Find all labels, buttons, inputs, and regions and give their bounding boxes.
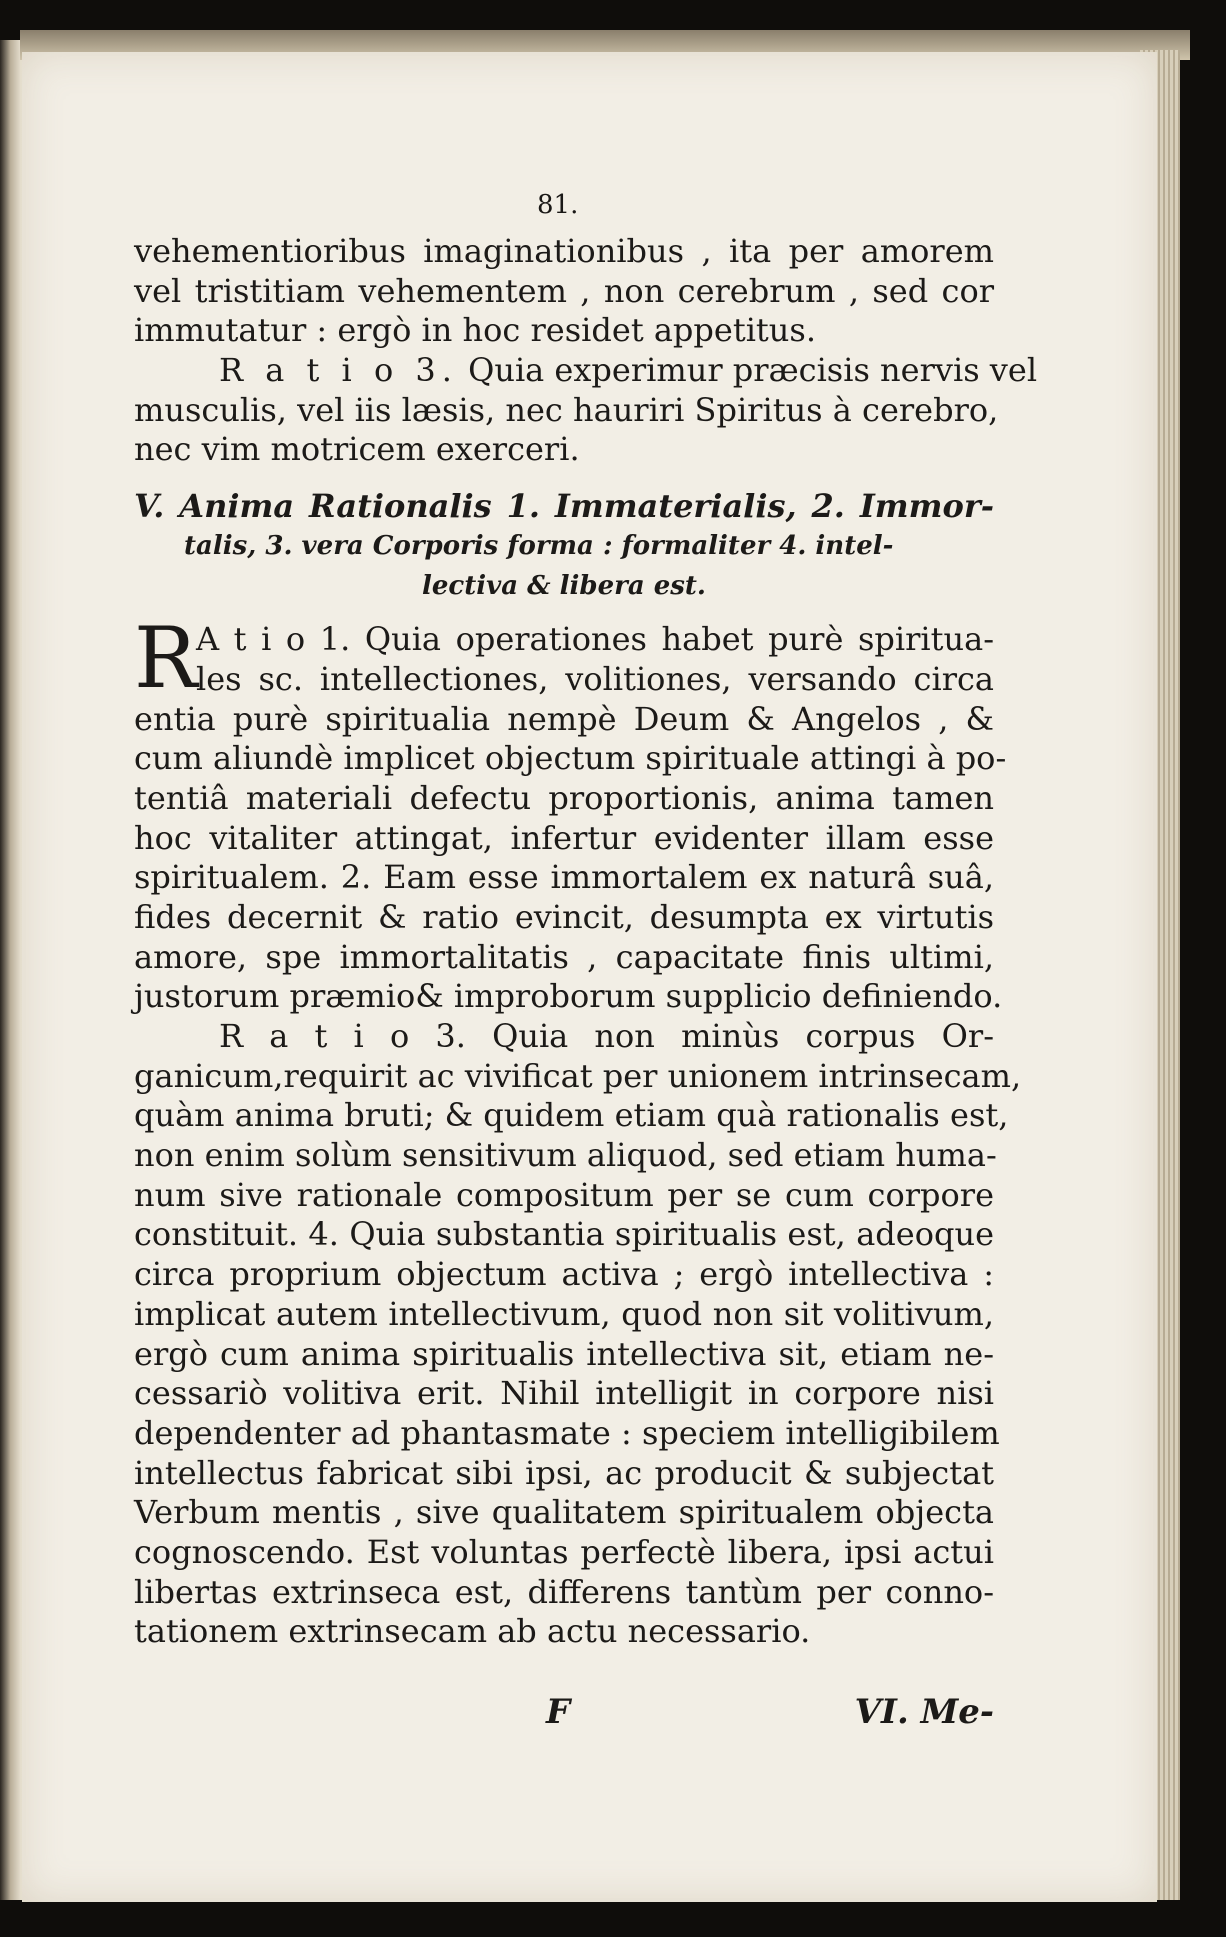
page-footer — [134, 1692, 994, 1742]
catchword: VI. Me- — [854, 1692, 994, 1732]
text-line: R a t i o 3. Quia non minùs corpus Or- — [219, 1017, 994, 1055]
text-line: vehementioribus imaginationibus , ita per amorem — [134, 232, 994, 270]
text-line: amore, spe immortalitatis , capacitate finis ultimi, — [134, 937, 994, 976]
text-line: Verbum mentis , sive qualitatem spiritualem objecta — [134, 1493, 994, 1532]
page-number: 81. — [537, 190, 579, 220]
ratio-text: Quia experimur præcisis nervis vel — [468, 351, 1038, 390]
text-line: dependenter ad phantasmate : speciem intelligibilem — [134, 1413, 1000, 1452]
text-line: les sc. intellectiones, volitiones, versando circa — [196, 659, 994, 698]
text-line: vel tristitiam vehementem , non cerebrum , sed cor — [134, 271, 994, 310]
text-line: A t i o 1. Quia operationes habet purè spiritua- — [196, 620, 994, 659]
text-line: non enim solùm sensitivum aliquod, sed etiam huma- — [134, 1136, 997, 1175]
text-line: num sive rationale compositum per se cum corpore — [134, 1175, 994, 1214]
drop-cap: R — [134, 609, 198, 708]
book-page — [22, 52, 1157, 1902]
text-line: ganicum,requirit ac vivificat per unionem intrinsecam, — [134, 1056, 1022, 1095]
text-line: constituit. 4. Quia substantia spiritualis est, adeoque — [134, 1215, 994, 1254]
text-line: tationem extrinsecam ab actu necessario. — [134, 1612, 811, 1651]
text-line: circa proprium objectum activa ; ergò intellectiva : — [134, 1255, 994, 1294]
text-line: quàm anima bruti; & quidem etiam quà rationalis est, — [134, 1096, 1009, 1135]
section-heading: lectiva & libera est. — [422, 571, 706, 602]
section-heading: talis, 3. vera Corporis forma : formaliter 4. intel- — [184, 531, 894, 562]
text-line: implicat autem intellectivum, quod non sit volitivum, — [134, 1294, 994, 1333]
signature-mark: F — [546, 1692, 571, 1732]
text-line: fides decernit & ratio evincit, desumpta ex virtutis — [134, 897, 994, 936]
text-line: libertas extrinseca est, differens tantùm per conno- — [134, 1572, 994, 1611]
section-heading: V. Anima Rationalis 1. Immaterialis, 2. Immor- — [134, 487, 994, 526]
text-line: cessariò volitiva erit. Nihil intelligit in corpore nisi — [134, 1374, 994, 1413]
text-line: cum aliundè implicet objectum spirituale attingi à po- — [134, 739, 1007, 778]
text-line: justorum præmio& improborum supplicio definiendo. — [134, 977, 1003, 1016]
ratio-1-paragraph — [134, 609, 1022, 1652]
text-line: musculis, vel iis læsis, nec hauriri Spiritus à cerebro, — [134, 390, 999, 429]
text-line: immutatur : ergò in hoc residet appetitus. — [134, 311, 816, 350]
text-line: cognoscendo. Est voluntas perfectè libera, ipsi actui — [134, 1532, 994, 1571]
text-line: intellectus fabricat sibi ipsi, ac producit & subjectat — [134, 1453, 994, 1492]
ratio-label: R a t i o 3. — [219, 351, 458, 390]
ratio-3-line — [134, 351, 1038, 391]
text-line: ergò cum anima spiritualis intellectiva sit, etiam ne- — [134, 1334, 994, 1373]
text-line: hoc vitaliter attingat, infertur evidenter illam esse — [134, 818, 994, 857]
text-line: spiritualem. 2. Eam esse immortalem ex naturâ suâ, — [134, 858, 994, 897]
text-line: tentiâ materiali defectu proportionis, anima tamen — [134, 778, 994, 817]
text-block — [134, 232, 1038, 1652]
text-line: entia purè spiritualia nempè Deum & Angelos , & — [134, 699, 994, 738]
text-line: nec vim motricem exerceri. — [134, 430, 580, 469]
